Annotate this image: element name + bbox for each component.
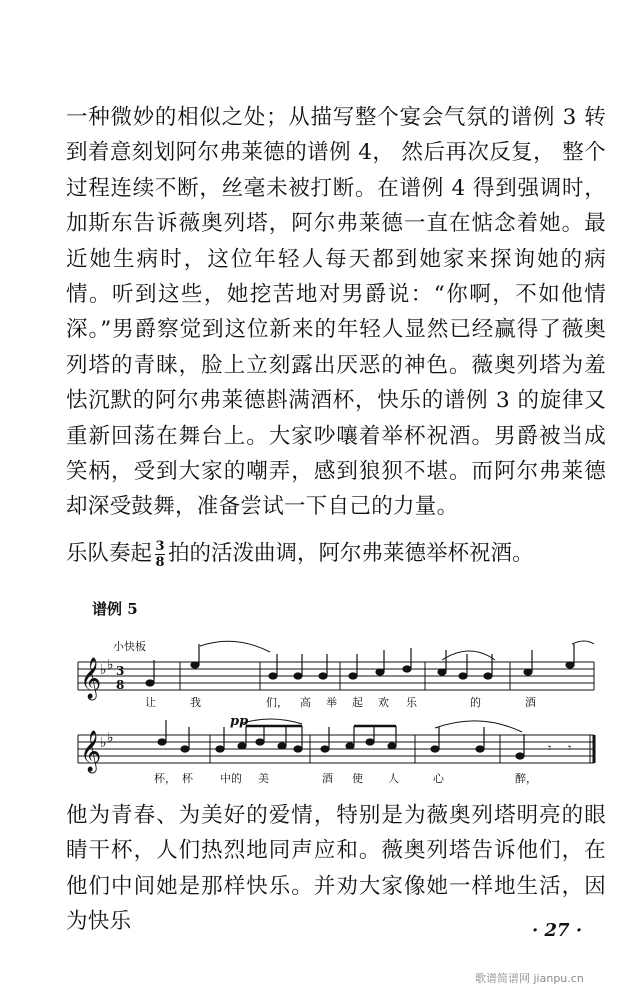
fraction-denominator: 8 [155,554,165,570]
key-flat-1: ♭ [100,662,107,678]
lyric: 中的 [220,772,242,785]
lyric: 杯， [154,772,176,785]
key-flat-2: ♭ [107,657,114,673]
lyric: 的 [470,696,481,709]
lyric: 酒 [525,696,536,709]
lyric: 乐 [406,696,417,709]
lyric: 我 [190,696,201,709]
fraction-text-after: 拍的活泼曲调，阿尔弗莱德举杯祝酒。 [168,541,534,566]
lyric: 心 [433,772,444,785]
lyric: 举 [326,696,337,709]
lyrics-line-2 [154,771,537,785]
slur-3 [572,641,594,644]
body-paragraph-2: 他为青春、为美好的爱情，特别是为薇奥列塔明亮的眼睛干杯，人们热烈地同声应和。薇奥列塔告诉他们，在他们中间她是那样快乐。并劝大家像她一样地生活，因为快乐 [66,803,606,935]
lyric: 人 [388,772,399,785]
fraction-numerator: 3 [155,538,165,554]
body-paragraph-1: 一种微妙的相似之处；从描写整个宴会气氛的谱例 3 转到着意刻划阿尔弗莱德的谱例 4， 然后再次反复， 整个过程连续不断，丝毫未被打断。在谱例 4 得到强调时，加斯东告诉薇奥列塔，阿尔弗莱德一直在惦念着她。最近她生病时，这位年轻人每天都到她家来探询她的病情。听到这些，她挖苦地对男爵说：“你啊，不如他情深。”男爵察觉到这位新来的年轻人显然已经赢得了薇奥列塔的青睐，脸上立刻露出厌恶的神色。薇奥列塔为羞怯沉默的阿尔弗莱德斟满酒杯，快乐的谱例 3 的旋律又重新回荡在舞台上。大家吵嚷着举杯祝酒。男爵被当成笑柄，受到大家的嘲弄，感到狼狈不堪。而阿尔弗莱德却深受鼓舞，准备尝试一下自己的力量。 [66,105,606,520]
watermark: 歌谱简谱网 jianpu.cn [475,972,584,985]
rest-symbol: 𝄾 [548,741,552,755]
lyric: 让 [145,696,156,709]
lyric: 美 [258,772,269,785]
tempo-marking: 小快板 [113,640,146,653]
notes-line-2 [158,720,524,759]
lyric: 们， [266,696,288,709]
fraction-text-before: 乐队奏起 [66,541,153,566]
slur-5 [435,721,522,732]
time-sig-numerator: 3 [116,664,125,678]
lyric: 起 [352,696,363,709]
lyrics-line-1 [145,695,536,709]
body-paragraph-fraction [66,534,606,574]
time-sig-denominator: 8 [116,678,125,692]
lyric: 醉， [515,772,537,785]
slur-4 [240,719,302,724]
lyric: 欢 [378,696,389,709]
treble-clef-1: 𝄞 [80,658,102,699]
slur-2 [442,651,495,660]
time-signature-fraction [155,540,165,569]
lyric: 高 [300,696,311,709]
staff-line-2 [78,735,594,763]
lyric: 使 [352,772,363,785]
staff-line-1 [78,662,594,690]
dynamic-marking: pp [230,714,249,729]
rest-symbol-2: 𝄾 [568,741,572,755]
slur-1 [200,641,270,652]
lyric: 酒 [322,772,333,785]
page-number: · 27 · [532,920,583,941]
key-flat-3: ♭ [100,735,107,751]
music-score [70,640,600,790]
treble-clef-2: 𝄞 [80,731,102,772]
example-title: 谱例 5 [92,600,138,618]
lyric: 杯 [182,772,193,785]
key-flat-4: ♭ [107,730,114,746]
